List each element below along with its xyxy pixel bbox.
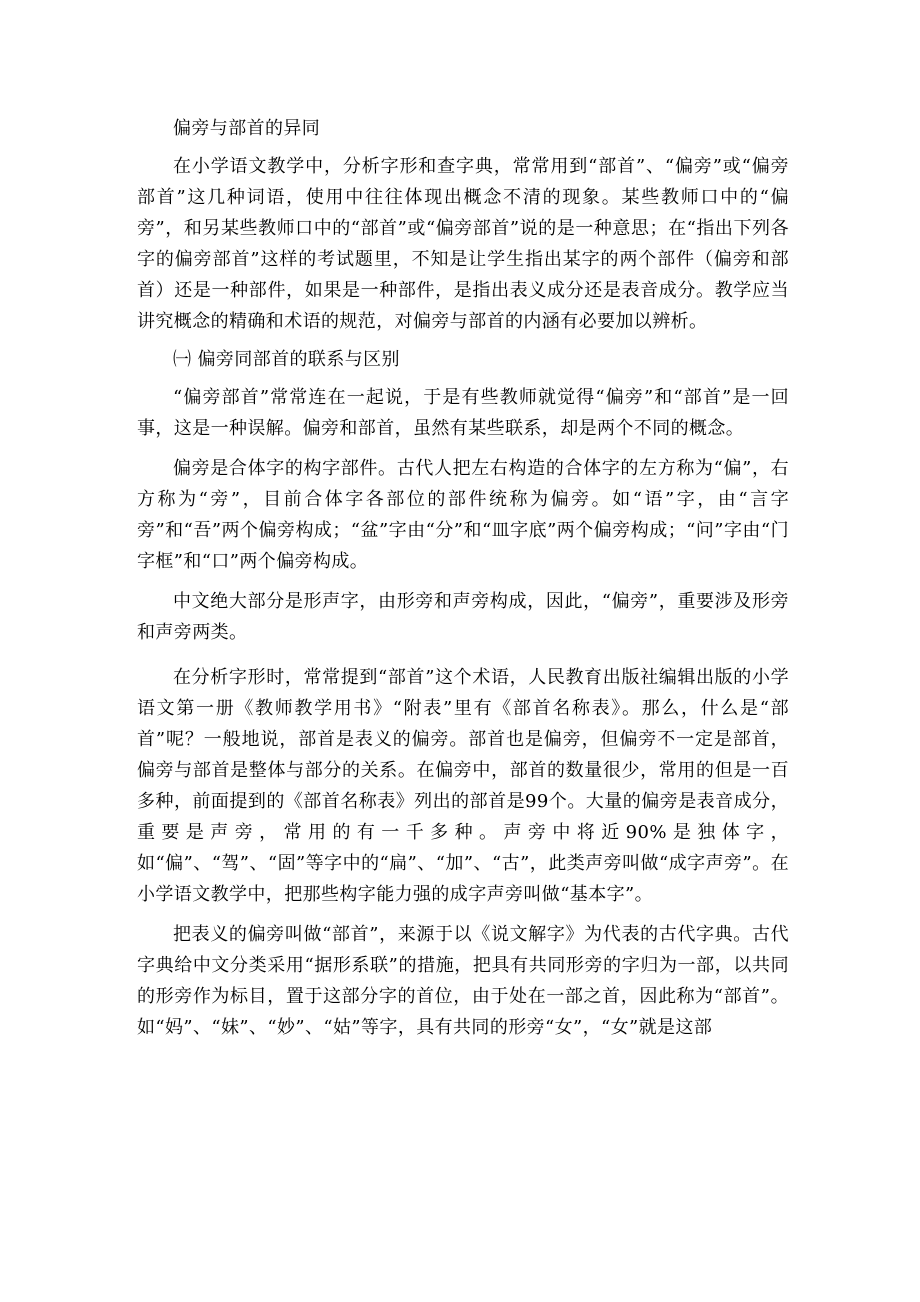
- paragraph-4: 中文绝大部分是形声字，由形旁和声旁构成，因此，“偏旁”，重要涉及形旁和声旁两类。: [137, 591, 789, 643]
- paragraph-2: “偏旁部首”常常连在一起说，于是有些教师就觉得“偏旁”和“部首”是一回事，这是一种误解。偏旁和部首，虽然有某些联系，却是两个不同的概念。: [137, 387, 789, 439]
- document-title: 偏旁与部首的异同: [173, 118, 321, 139]
- paragraph-1: 在小学语文教学中，分析字形和查字典，常常用到“部首”、“偏旁”或“偏旁部首”这几种词语，使用中往往体现出概念不清的现象。某些教师口中的“偏旁”，和另某些教师口中的“部首”或“偏旁部首”说的是一种意思；在“指出下列各字的偏旁部首”这样的考试题里，不知是让学生指出某字的两个部件（偏旁和部首）还是一种部件，如果是一种部件，是指出表义成分还是表音成分。教学应当讲究概念的精确和术语的规范，对偏旁与部首的内涵有必要加以辨析。: [137, 156, 789, 332]
- section-heading: ㈠ 偏旁同部首的联系与区别: [173, 349, 400, 370]
- document-body: [137, 113, 789, 1043]
- paragraph-5: 在分析字形时，常常提到“部首”这个术语，人民教育出版社编辑出版的小学语文第一册《教师教学用书》“附表”里有《部首名称表》。那么，什么是“部首”呢？一般地说，部首是表义的偏旁。部首也是偏旁，但偏旁不一定是部首，偏旁与部首是整体与部分的关系。在偏旁中，部首的数量很少，常用的但是一百多种，前面提到的《部首名称表》列出的部首是99个。大量的偏旁是表音成分，重要是声旁，常用的有一千多种。声旁中将近90%是独体字，如“偏”、“驾”、“固”等字中的“扁”、“加”、“古”，此类声旁叫做“成字声旁”。在小学语文教学中，把那些构字能力强的成字声旁叫做“基本字”。: [137, 667, 789, 905]
- paragraph-6: 把表义的偏旁叫做“部首”，来源于以《说文解字》为代表的古代字典。古代字典给中文分类采用“据形系联”的措施，把具有共同形旁的字归为一部，以共同的形旁作为标目，置于这部分字的首位，由于处在一部之首，因此称为“部首”。如“妈”、“妹”、“妙”、“姑”等字，具有共同的形旁“女”，“女”就是这部: [137, 924, 789, 1038]
- paragraph-3: 偏旁是合体字的构字部件。古代人把左右构造的合体字的左方称为“偏”，右方称为“旁”，目前合体字各部位的部件统称为偏旁。如“语”字，由“言字旁”和“吾”两个偏旁构成；“盆”字由“分”和“皿字底”两个偏旁构成；“问”字由“门字框”和“口”两个偏旁构成。: [137, 458, 789, 572]
